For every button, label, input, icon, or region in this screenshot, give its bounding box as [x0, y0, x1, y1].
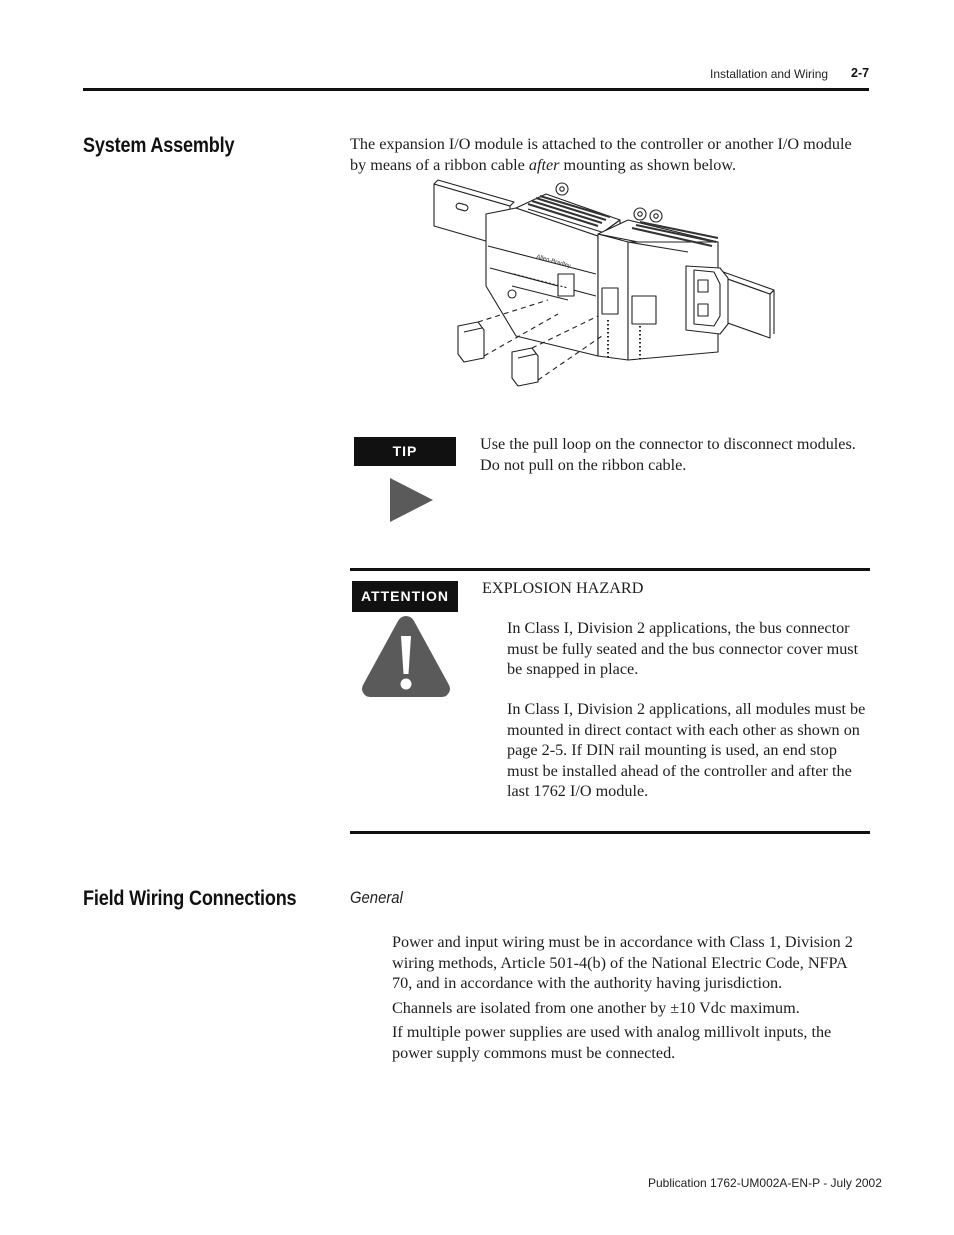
publication-footer: Publication 1762-UM002A-EN-P - July 2002: [648, 1176, 882, 1190]
intro-emphasis: after: [528, 155, 560, 174]
section-title-system-assembly: System Assembly: [83, 134, 235, 157]
tip-badge: TIP: [354, 437, 456, 466]
attention-top-rule: [350, 568, 870, 571]
warning-triangle-icon: [360, 614, 452, 698]
play-arrow-icon: [390, 478, 434, 522]
system-assembly-figure: [428, 176, 778, 391]
attention-bottom-rule: [350, 831, 870, 834]
end-bracket: [686, 266, 728, 334]
intro-text-part-2: mounting as shown below.: [559, 155, 737, 174]
intro-text-part-1: The expansion I/O module is attached to the controller or another I/O module by means of a ribbon cable: [350, 135, 852, 174]
field-wiring-paragraph: If multiple power supplies are used with analog millivolt inputs, the power supply commons must be connected.: [392, 1023, 832, 1062]
header-rule: [83, 88, 869, 91]
subheading-general: General: [350, 889, 403, 907]
page-number: 2-7: [851, 66, 870, 80]
field-wiring-body: [392, 932, 870, 1067]
bus-connector-cover-right: [512, 348, 538, 386]
attention-heading: EXPLOSION HAZARD: [482, 579, 644, 597]
attention-badge: ATTENTION: [352, 581, 458, 612]
field-wiring-paragraph: Channels are isolated from one another by ±10 Vdc maximum.: [392, 998, 800, 1017]
attention-paragraph-2: In Class I, Division 2 applications, all modules must be mounted in direct contact with each other as shown on page 2-5. If DIN rail mounting is used, an end stop must be installed ahead of the controller and after the last 1762 I/O module.: [507, 700, 866, 800]
field-wiring-paragraph: Power and input wiring must be in accordance with Class 1, Division 2 wiring methods, Article 501-4(b) of the National Electric Code, NFPA 70, and in accordance with the authority having jurisdiction.: [392, 933, 853, 992]
brand-logo-text: Allen-Bradley: [535, 254, 572, 270]
tip-text: Use the pull loop on the connector to disconnect modules. Do not pull on the ribbon cable.: [480, 435, 856, 474]
attention-paragraph-1: In Class I, Division 2 applications, the bus connector must be fully seated and the bus connector cover must be snapped in place.: [507, 619, 859, 678]
section-title-field-wiring: Field Wiring Connections: [83, 887, 297, 910]
system-assembly-intro: [350, 134, 870, 175]
running-header-section: Installation and Wiring: [710, 67, 829, 81]
bus-connector-cover-left: [458, 322, 484, 362]
